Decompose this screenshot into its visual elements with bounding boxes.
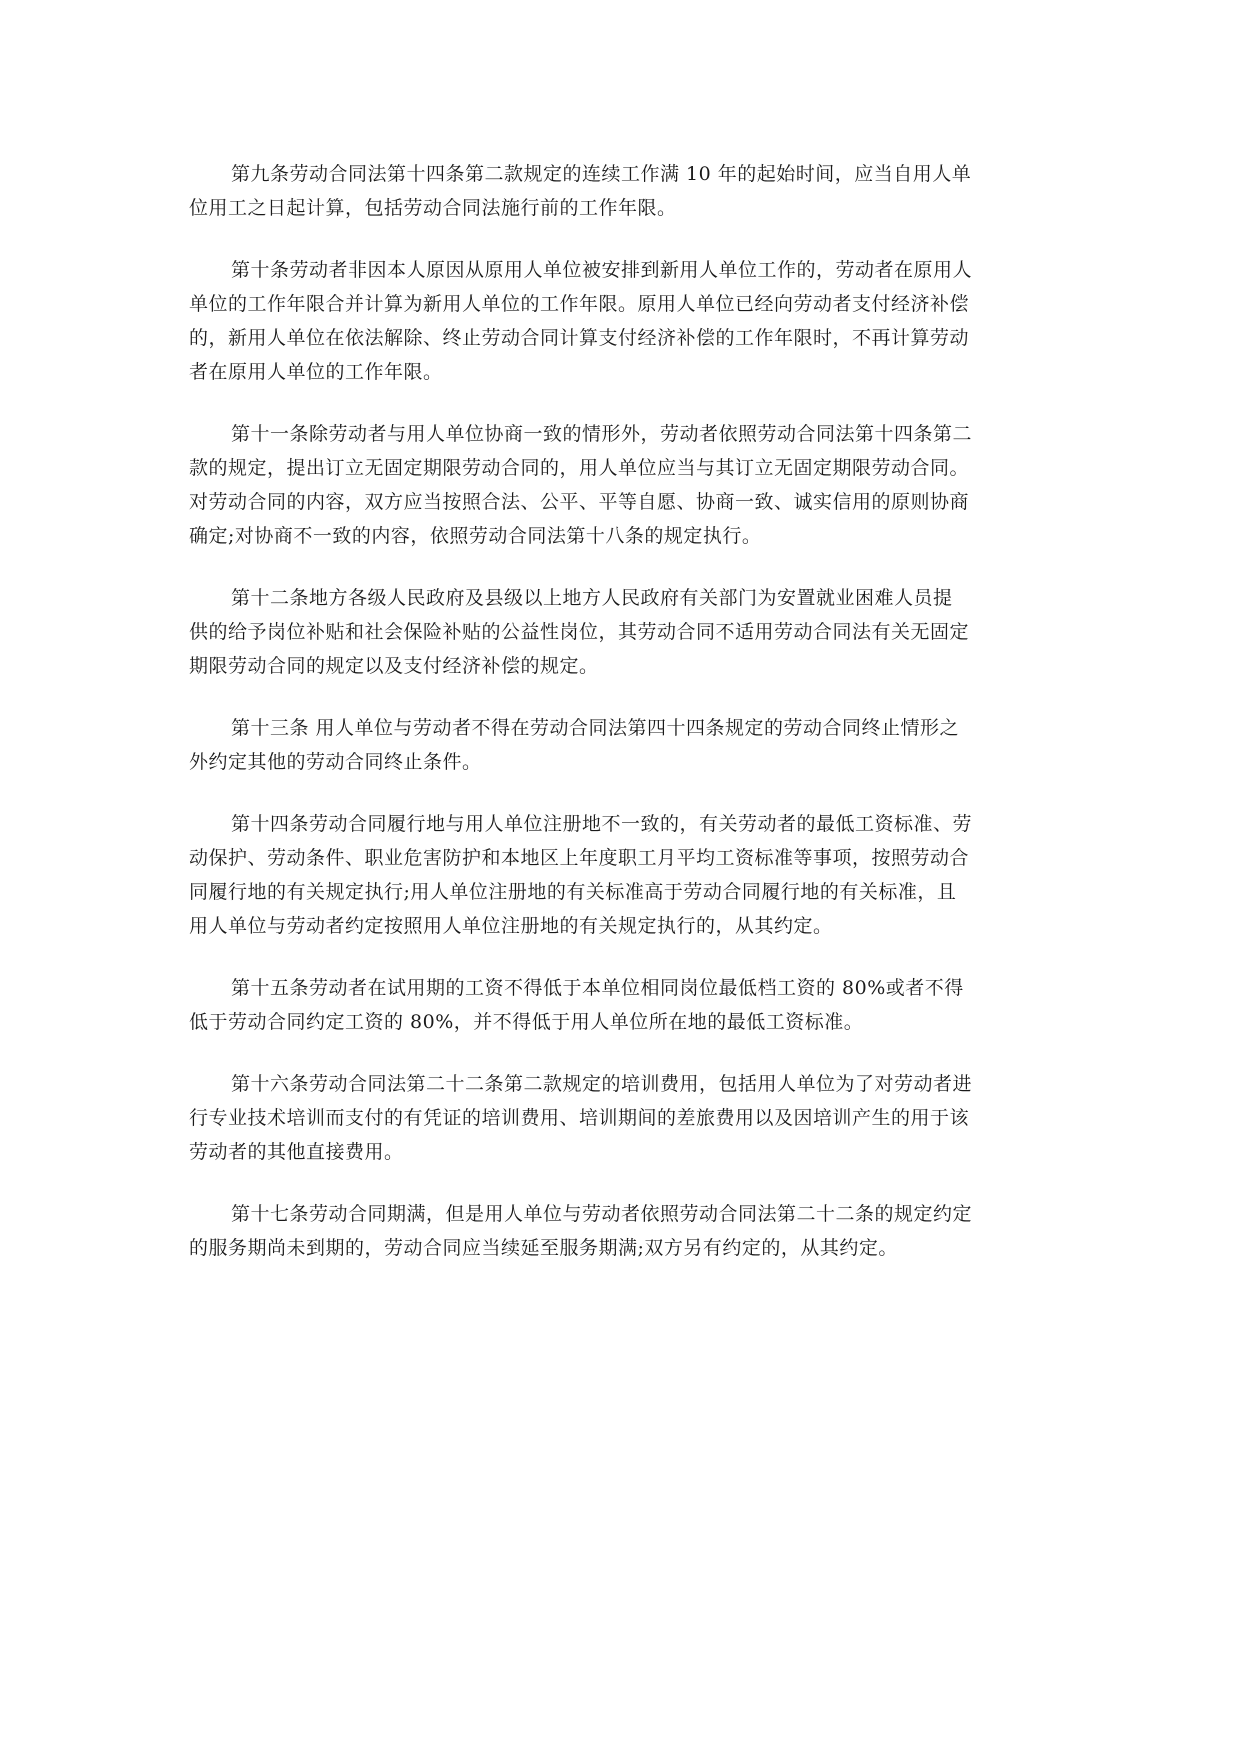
paragraph-line: 劳动者的其他直接费用。 [189, 1141, 404, 1163]
article-12-paragraph [189, 581, 1051, 683]
paragraph-line: 低于劳动合同约定工资的 80%，并不得低于用人单位所在地的最低工资标准。 [189, 1011, 864, 1033]
paragraph-line: 供的给予岗位补贴和社会保险补贴的公益性岗位，其劳动合同不适用劳动合同法有关无固定 [189, 621, 970, 643]
paragraph-line: 位用工之日起计算，包括劳动合同法施行前的工作年限。 [189, 197, 677, 219]
paragraph-line: 行专业技术培训而支付的有凭证的培训费用、培训期间的差旅费用以及因培训产生的用于该 [189, 1107, 970, 1129]
paragraph-line: 第十四条劳动合同履行地与用人单位注册地不一致的，有关劳动者的最低工资标准、劳 [231, 813, 973, 835]
article-14-paragraph [189, 807, 1051, 943]
paragraph-line: 期限劳动合同的规定以及支付经济补偿的规定。 [189, 655, 599, 677]
paragraph-line: 的服务期尚未到期的，劳动合同应当续延至服务期满;双方另有约定的，从其约定。 [189, 1237, 898, 1259]
paragraph-line: 款的规定，提出订立无固定期限劳动合同的，用人单位应当与其订立无固定期限劳动合同。 [189, 457, 970, 479]
article-17-paragraph [189, 1197, 1051, 1265]
paragraph-line: 第十条劳动者非因本人原因从原用人单位被安排到新用人单位工作的，劳动者在原用人 [231, 259, 973, 281]
paragraph-line: 确定;对协商不一致的内容，依照劳动合同法第十八条的规定执行。 [189, 525, 762, 547]
paragraph-line: 第十七条劳动合同期满，但是用人单位与劳动者依照劳动合同法第二十二条的规定约定 [231, 1203, 973, 1225]
paragraph-line: 第十一条除劳动者与用人单位协商一致的情形外，劳动者依照劳动合同法第十四条第二 [231, 423, 973, 445]
article-11-paragraph [189, 417, 1051, 553]
article-16-paragraph [189, 1067, 1051, 1169]
paragraph-line: 第十六条劳动合同法第二十二条第二款规定的培训费用，包括用人单位为了对劳动者进 [231, 1073, 973, 1095]
paragraph-line: 同履行地的有关规定执行;用人单位注册地的有关标准高于劳动合同履行地的有关标准，且 [189, 881, 957, 903]
paragraph-line: 动保护、劳动条件、职业危害防护和本地区上年度职工月平均工资标准等事项，按照劳动合 [189, 847, 970, 869]
paragraph-line: 单位的工作年限合并计算为新用人单位的工作年限。原用人单位已经向劳动者支付经济补偿 [189, 293, 970, 315]
paragraph-line: 用人单位与劳动者约定按照用人单位注册地的有关规定执行的，从其约定。 [189, 915, 833, 937]
paragraph-line: 外约定其他的劳动合同终止条件。 [189, 751, 482, 773]
paragraph-line: 的，新用人单位在依法解除、终止劳动合同计算支付经济补偿的工作年限时，不再计算劳动 [189, 327, 970, 349]
article-15-paragraph [189, 971, 1051, 1039]
paragraph-line: 对劳动合同的内容，双方应当按照合法、公平、平等自愿、协商一致、诚实信用的原则协商 [189, 491, 970, 513]
article-10-paragraph [189, 253, 1051, 389]
paragraph-line: 第十五条劳动者在试用期的工资不得低于本单位相同岗位最低档工资的 80%或者不得 [231, 977, 964, 999]
paragraph-line: 第九条劳动合同法第十四条第二款规定的连续工作满 10 年的起始时间，应当自用人单 [231, 163, 972, 185]
paragraph-line: 第十二条地方各级人民政府及县级以上地方人民政府有关部门为安置就业困难人员提 [231, 587, 953, 609]
article-9-paragraph [189, 157, 1051, 225]
paragraph-line: 者在原用人单位的工作年限。 [189, 361, 443, 383]
document-body [189, 157, 1051, 1293]
paragraph-line: 第十三条 用人单位与劳动者不得在劳动合同法第四十四条规定的劳动合同终止情形之 [231, 717, 960, 739]
article-13-paragraph [189, 711, 1051, 779]
